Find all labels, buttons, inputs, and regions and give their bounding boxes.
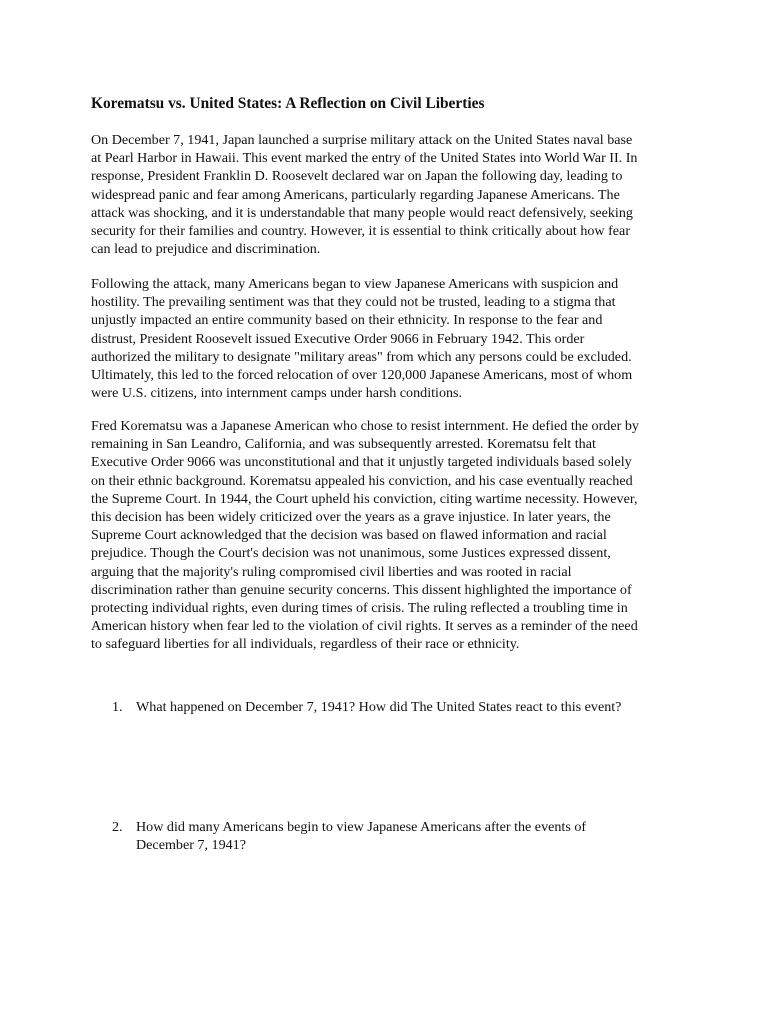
paragraph-executive-order xyxy=(91,275,691,402)
paragraph-line: Ultimately, this led to the forced relocation of over 120,000 Japanese Americans, most of whom xyxy=(91,367,633,384)
paragraph-line: to safeguard liberties for all individuals, regardless of their race or ethnicity. xyxy=(91,636,520,653)
paragraph-line: Executive Order 9066 was unconstitutional and that it unjustly targeted individuals based solely xyxy=(91,454,632,471)
paragraph-line: Fred Korematsu was a Japanese American who chose to resist internment. He defied the order by xyxy=(91,418,639,434)
paragraph-line: can lead to prejudice and discrimination. xyxy=(91,241,321,258)
paragraph-line: at Pearl Harbor in Hawaii. This event marked the entry of the United States into World War II. In xyxy=(91,150,638,167)
question-text xyxy=(136,818,586,854)
paragraph-pearl-harbor xyxy=(91,131,691,258)
paragraph-line: response, President Franklin D. Roosevelt declared war on Japan the following day, leading to xyxy=(91,168,623,185)
paragraph-line: on their ethnic background. Korematsu appealed his conviction, and his case eventually reached xyxy=(91,472,633,489)
paragraph-line: On December 7, 1941, Japan launched a surprise military attack on the United States naval base xyxy=(91,132,633,148)
paragraph-korematsu-case xyxy=(91,417,691,654)
paragraph-line: distrust, President Roosevelt issued Executive Order 9066 in February 1942. This order xyxy=(91,330,585,347)
question-number: 2. xyxy=(112,819,123,835)
document-title: Korematsu vs. United States: A Reflection on Civil Liberties xyxy=(91,95,485,112)
paragraph-line: arguing that the majority's ruling compromised civil liberties and was rooted in racial xyxy=(91,563,572,580)
paragraph-line: authorized the military to designate "military areas" from which any persons could be excluded. xyxy=(91,348,632,365)
question-line: What happened on December 7, 1941? How did The United States react to this event? xyxy=(136,699,622,715)
paragraph-line: Following the attack, many Americans began to view Japanese Americans with suspicion and xyxy=(91,276,619,292)
paragraph-line: were U.S. citizens, into internment camps under harsh conditions. xyxy=(91,385,463,402)
paragraph-line: protecting individual rights, even during times of crisis. The ruling reflected a troubling time in xyxy=(91,600,628,617)
paragraph-line: widespread panic and fear among Americans, particularly regarding Japanese Americans. The xyxy=(91,186,620,203)
question-line: How did many Americans begin to view Japanese Americans after the events of xyxy=(136,819,587,835)
question-text xyxy=(136,698,621,716)
paragraph-line: unjustly impacted an entire community based on their ethnicity. In response to the fear and xyxy=(91,312,603,329)
paragraph-line: security for their families and country. However, it is essential to think critically about how fear xyxy=(91,223,631,240)
question-line: December 7, 1941? xyxy=(136,837,246,854)
paragraph-line: discrimination rather than genuine security concerns. This dissent highlighted the importance of xyxy=(91,581,632,598)
paragraph-line: remaining in San Leandro, California, and was subsequently arrested. Korematsu felt that xyxy=(91,436,596,453)
paragraph-line: attack was shocking, and it is understandable that many people would react defensively, seeking xyxy=(91,204,633,221)
paragraph-line: prejudice. Though the Court's decision was not unanimous, some Justices expressed dissent, xyxy=(91,545,611,562)
paragraph-line: hostility. The prevailing sentiment was that they could not be trusted, leading to a stigma that xyxy=(91,294,616,311)
paragraph-line: the Supreme Court. In 1944, the Court upheld his conviction, citing wartime necessity. However, xyxy=(91,490,638,507)
paragraph-line: this decision has been widely criticized over the years as a grave injustice. In later years, the xyxy=(91,509,611,526)
paragraph-line: American history when fear led to the violation of civil rights. It serves as a reminder of the need xyxy=(91,618,638,635)
paragraph-line: Supreme Court acknowledged that the decision was based on flawed information and racial xyxy=(91,527,607,544)
question-number: 1. xyxy=(112,699,123,715)
